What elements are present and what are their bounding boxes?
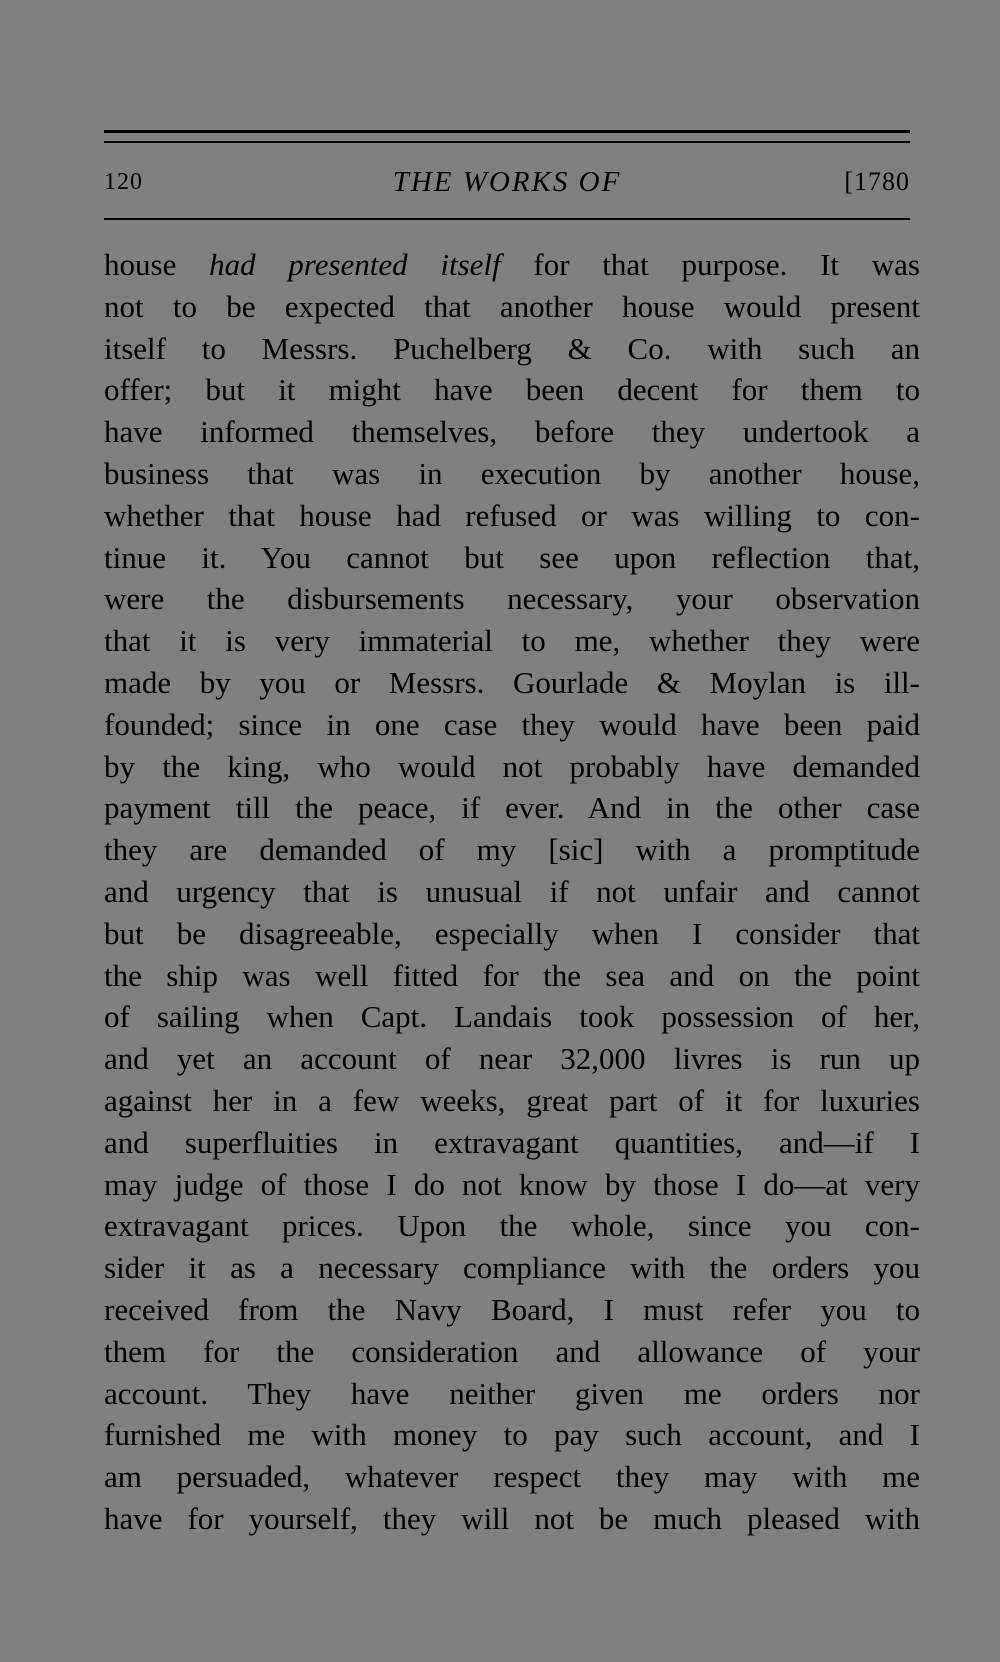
text-line: and superfluities in extravagant quantities, and—if I [104,1124,920,1160]
text-line: they are demanded of my [sic] with a promptitude [104,832,920,868]
text-line: not to be expected that another house would present [104,288,920,324]
header-rule-second [104,141,910,143]
text-line: offer; but it might have been decent for them to [104,372,920,408]
header-rule-top [104,130,910,133]
text-line: the ship was well fitted for the sea and on the point [104,957,920,993]
header-year: [1780 [844,167,910,196]
text-line: of sailing when Capt. Landais took possession of her, [104,999,920,1035]
text-line: by the king, who would not probably have demanded [104,748,920,784]
text-line [104,244,920,286]
page-number: 120 [104,169,143,195]
text-line: and urgency that is unusual if not unfair and cannot [104,873,920,909]
text-line: tinue it. You cannot but see upon reflection that, [104,539,920,575]
running-title: THE WORKS OF [392,166,622,198]
text-line: am persuaded, whatever respect they may with me [104,1459,920,1495]
text-line: against her in a few weeks, great part of it for luxuries [104,1082,920,1118]
text-line: furnished me with money to pay such account, and I [104,1417,920,1453]
text-line: itself to Messrs. Puchelberg & Co. with such an [104,330,920,366]
running-header [104,160,910,204]
text-line: have informed themselves, before they undertook a [104,414,920,450]
text-line: were the disbursements necessary, your observation [104,581,920,617]
text-line: them for the consideration and allowance of your [104,1333,920,1369]
text-line: received from the Navy Board, I must refer you to [104,1291,920,1327]
text-line: and yet an account of near 32,000 livres is run up [104,1041,920,1077]
text-line: made by you or Messrs. Gourlade & Moylan is ill- [104,664,920,700]
text-line: founded; since in one case they would have been paid [104,706,920,742]
text-line: may judge of those I do not know by those I do—at very [104,1166,920,1202]
body-text [104,244,920,1540]
italic-phrase: had presented itself [209,247,501,282]
text-fragment: house [104,247,210,282]
text-line: extravagant prices. Upon the whole, since you con- [104,1208,920,1244]
text-line: whether that house had refused or was willing to con- [104,497,920,533]
text-line: business that was in execution by another house, [104,455,920,491]
text-line: have for yourself, they will not be much pleased with [104,1500,920,1536]
text-line: payment till the peace, if ever. And in the other case [104,790,920,826]
header-rule-bottom [104,218,910,220]
text-line: sider it as a necessary compliance with the orders you [104,1250,920,1286]
text-line: but be disagreeable, especially when I consider that [104,915,920,951]
text-line: that it is very immaterial to me, whether they were [104,623,920,659]
text-line: account. They have neither given me orders nor [104,1375,920,1411]
text-fragment: for that purpose. It was [500,247,920,282]
